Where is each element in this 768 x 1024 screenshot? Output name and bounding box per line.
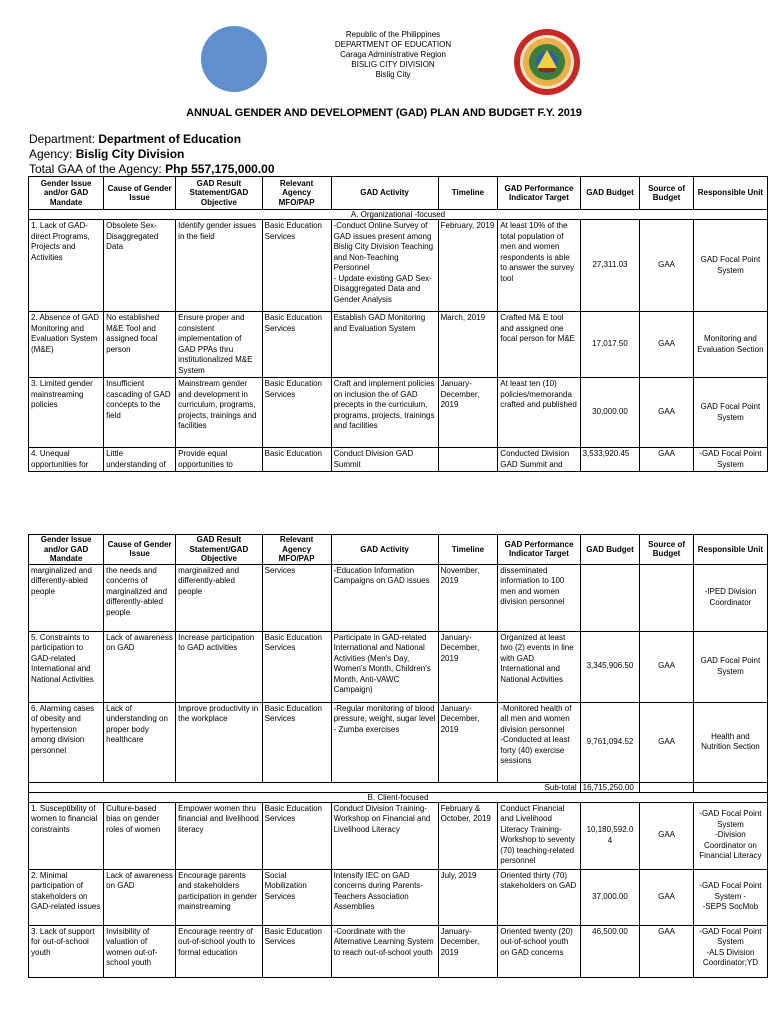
timeline-cell: February, 2019 <box>438 220 498 312</box>
column-header: Responsible Unit <box>693 177 767 210</box>
unit-cell: Health and Nutrition Section <box>693 702 767 782</box>
table-header-row <box>29 535 768 565</box>
cause-cell: Culture-based bias on gender roles of women <box>104 802 176 869</box>
gender-issue-cell: 2. Absence of GAD Monitoring and Evaluation System (M&E) <box>29 312 104 378</box>
timeline-cell: November, 2019 <box>438 564 498 631</box>
source-cell: GAA <box>640 802 694 869</box>
budget-cell: 3,345,906.50 <box>580 631 640 702</box>
budget-cell: 3,533,920.45 <box>580 448 640 472</box>
objective-cell: Mainstream gender and development in curriculum, programs, projects, trainings and facilities <box>176 378 262 448</box>
objective-cell: Ensure proper and consistent implementation of GAD PPAs thru institutionalized M&E System <box>176 312 262 378</box>
unit-cell: -GAD Focal Point System <box>693 448 767 472</box>
gaa-label: Total GAA of the Agency: <box>29 162 166 176</box>
subtotal-empty-cell <box>693 782 767 792</box>
gender-issue-cell: 2. Minimal participation of stakeholders on GAD-related issues <box>29 869 104 925</box>
source-cell: GAA <box>640 448 694 472</box>
source-cell <box>640 564 694 631</box>
objective-cell: Increase participation to GAD activities <box>176 631 262 702</box>
gender-issue-cell: 1. Susceptibility of women to financial constraints <box>29 802 104 869</box>
target-cell: Oriented twenty (20) out-of-school youth on GAD concerns <box>498 925 580 977</box>
activity-cell: Conduct Division GAD Summit <box>331 448 438 472</box>
gender-issue-cell: 6. Alarming cases of obesity and hypertension among division personnel <box>29 702 104 782</box>
timeline-cell: July, 2019 <box>438 869 498 925</box>
activity-cell: -Coordinate with the Alternative Learning System to reach out-of-school youth <box>331 925 438 977</box>
unit-cell: -GAD Focal Point System - -SEPS SocMob <box>693 869 767 925</box>
gender-issue-cell: 3. Limited gender mainstreaming policies <box>29 378 104 448</box>
agency-line <box>29 147 184 161</box>
column-header: Gender Issue and/or GAD Mandate <box>29 535 104 565</box>
mfo-cell: Basic Education Services <box>262 378 331 448</box>
gender-issue-cell: marginalized and differently-abled people <box>29 564 104 631</box>
gad-plan-table-page2 <box>28 534 768 978</box>
mfo-cell: Basic Education Services <box>262 631 331 702</box>
mfo-cell: Basic Education Services <box>262 925 331 977</box>
table-row <box>29 631 768 702</box>
target-cell: Crafted M& E tool and assigned one focal person for M&E <box>498 312 580 378</box>
source-cell: GAA <box>640 869 694 925</box>
target-cell: Conduct Financial and Livelihood Literacy Training-Workshop to seventy (70) teaching-related personnel <box>498 802 580 869</box>
budget-cell: 9,761,094.52 <box>580 702 640 782</box>
gender-issue-cell: 1. Lack of GAD-direct Programs, Projects and Activities <box>29 220 104 312</box>
cause-cell: Insufficient cascading of GAD concepts to the field <box>104 378 176 448</box>
activity-cell: Establish GAD Monitoring and Evaluation System <box>331 312 438 378</box>
objective-cell: marginalized and differently-abled people <box>176 564 262 631</box>
letterhead-line: Bislig City <box>375 70 411 79</box>
section-label-organizational: A. Organizational -focused <box>29 210 768 220</box>
budget-cell: 30,000.00 <box>580 378 640 448</box>
letterhead-line: BISLIG CITY DIVISION <box>351 60 435 69</box>
unit-cell: GAD Focal Point System <box>693 378 767 448</box>
target-cell: -Monitored health of all men and women division personnel -Conducted at least forty (40) exercise sessions <box>498 702 580 782</box>
unit-cell: Monitoring and Evaluation Section <box>693 312 767 378</box>
target-cell: At least ten (10) policies/memoranda crafted and published <box>498 378 580 448</box>
subtotal-empty-cell <box>640 782 694 792</box>
subtotal-label: Sub-total <box>29 782 581 792</box>
gad-plan-table-page1 <box>28 176 768 472</box>
table-row <box>29 220 768 312</box>
section-row <box>29 210 768 220</box>
column-header: Cause of Gender Issue <box>104 177 176 210</box>
table-header-row <box>29 177 768 210</box>
department-line <box>29 132 241 146</box>
gender-issue-cell: 4. Unequal opportunities for <box>29 448 104 472</box>
letterhead-line: DEPARTMENT OF EDUCATION <box>334 40 452 49</box>
budget-cell: 10,180,592.0 4 <box>580 802 640 869</box>
subtotal-value: 16,715,250.00 <box>580 782 640 792</box>
table-row <box>29 448 768 472</box>
activity-cell: -Education Information Campaigns on GAD issues <box>331 564 438 631</box>
department-label: Department: <box>29 132 99 146</box>
column-header: Timeline <box>438 177 498 210</box>
column-header: Relevant Agency MFO/PAP <box>262 535 331 565</box>
gender-issue-cell: 5. Constraints to participation to GAD-related International and National Activities <box>29 631 104 702</box>
timeline-cell: February & October, 2019 <box>438 802 498 869</box>
activity-cell: Craft and implement policies on inclusion the of GAD precepts in the curriculum, programs, projects, trainings and facilities <box>331 378 438 448</box>
objective-cell: Provide equal opportunities to <box>176 448 262 472</box>
source-cell: GAA <box>640 378 694 448</box>
document-title: ANNUAL GENDER AND DEVELOPMENT (GAD) PLAN AND BUDGET F.Y. 2019 <box>186 107 582 119</box>
column-header: Responsible Unit <box>693 535 767 565</box>
mfo-cell: Social Mobilization Services <box>262 869 331 925</box>
unit-cell: -GAD Focal Point System -Division Coordinator on Financial Literacy <box>693 802 767 869</box>
source-cell: GAA <box>640 312 694 378</box>
source-cell: GAA <box>640 702 694 782</box>
mfo-cell: Basic Education Services <box>262 702 331 782</box>
target-cell: Oriented thirty (70) stakeholders on GAD <box>498 869 580 925</box>
column-header: Source of Budget <box>640 177 694 210</box>
target-cell: At least 10% of the total population of men and women respondents is able to answer the survey tool <box>498 220 580 312</box>
column-header: GAD Activity <box>331 535 438 565</box>
column-header: Timeline <box>438 535 498 565</box>
timeline-cell: January-December, 2019 <box>438 631 498 702</box>
timeline-cell: January-December, 2019 <box>438 925 498 977</box>
target-cell: Organized at least two (2) events in line with GAD International and National Activities <box>498 631 580 702</box>
cause-cell: No established M&E Tool and assigned focal person <box>104 312 176 378</box>
timeline-cell: January-December, 2019 <box>438 702 498 782</box>
activity-cell: Conduct Division Training-Workshop on Financial and Livelihood Literacy <box>331 802 438 869</box>
mfo-cell: Basic Education Services <box>262 802 331 869</box>
agency-value: Bislig City Division <box>75 147 185 161</box>
unit-cell: -GAD Focal Point System -ALS Division Coordinator;YD <box>693 925 767 977</box>
cause-cell: Little understanding of <box>104 448 176 472</box>
activity-cell: Participate in GAD-related International and National Activities (Men's Day, Women's Month, Children's Month, Anti-VAWC Campaign) <box>331 631 438 702</box>
budget-cell: 46,500.00 <box>580 925 640 977</box>
source-cell: GAA <box>640 220 694 312</box>
source-cell: GAA <box>640 631 694 702</box>
budget-cell: 17,017.50 <box>580 312 640 378</box>
section-row <box>29 792 768 802</box>
cause-cell: Obsolete Sex-Disaggregated Data <box>104 220 176 312</box>
column-header: GAD Result Statement/GAD Objective <box>176 177 262 210</box>
division-seal-icon <box>513 28 581 96</box>
table-row <box>29 378 768 448</box>
department-value: Department of Education <box>98 132 242 146</box>
table-row <box>29 925 768 977</box>
source-cell: GAA <box>640 925 694 977</box>
objective-cell: Identify gender issues in the field <box>176 220 262 312</box>
letterhead-line: Republic of the Philippines <box>345 30 441 39</box>
subtotal-row <box>29 782 768 792</box>
mfo-cell: Basic Education Services <box>262 220 331 312</box>
timeline-cell: March, 2019 <box>438 312 498 378</box>
table-row <box>29 802 768 869</box>
objective-cell: Improve productivity in the workplace <box>176 702 262 782</box>
unit-cell: GAD Focal Point System <box>693 631 767 702</box>
activity-cell: Intensify IEC on GAD concerns during Parents-Teachers Association Assemblies <box>331 869 438 925</box>
section-label-client: B. Client-focused <box>29 792 768 802</box>
mfo-cell: Services <box>262 564 331 631</box>
mfo-cell: Basic Education <box>262 448 331 472</box>
cause-cell: the needs and concerns of marginalized and differently-abled people <box>104 564 176 631</box>
budget-cell <box>580 564 640 631</box>
column-header: GAD Performance Indicator Target <box>498 177 580 210</box>
table-row <box>29 564 768 631</box>
budget-cell: 27,311.03 <box>580 220 640 312</box>
cause-cell: Lack of awareness on GAD <box>104 631 176 702</box>
timeline-cell <box>438 448 498 472</box>
column-header: Relevant Agency MFO/PAP <box>262 177 331 210</box>
budget-cell: 37,000.00 <box>580 869 640 925</box>
gaa-value: Php 557,175,000.00 <box>165 162 275 176</box>
column-header: GAD Performance Indicator Target <box>498 535 580 565</box>
objective-cell: Empower women thru financial and livelihood literacy <box>176 802 262 869</box>
objective-cell: Encourage parents and stakeholders participation in gender mainstreaming <box>176 869 262 925</box>
mfo-cell: Basic Education Services <box>262 312 331 378</box>
gender-issue-cell: 3. Lack of support for out-of-school youth <box>29 925 104 977</box>
table-row <box>29 702 768 782</box>
deped-seal-icon <box>201 26 267 92</box>
column-header: GAD Activity <box>331 177 438 210</box>
target-cell: Conducted Division GAD Summit and <box>498 448 580 472</box>
table-row <box>29 312 768 378</box>
column-header: Cause of Gender Issue <box>104 535 176 565</box>
activity-cell: -Conduct Online Survey of GAD issues present among Bislig City Division Teaching and Non-Teaching Personnel - Update existing GAD Sex- Disaggregated Data and Gender Analysis <box>331 220 438 312</box>
unit-cell: -IPED Division Coordinator <box>693 564 767 631</box>
objective-cell: Encourage reentry of out-of-school youth to formal education <box>176 925 262 977</box>
letterhead-line: Caraga Administrative Region <box>340 50 446 59</box>
column-header: Gender Issue and/or GAD Mandate <box>29 177 104 210</box>
letterhead <box>300 30 486 80</box>
cause-cell: Lack of understanding on proper body healthcare <box>104 702 176 782</box>
cause-cell: Lack of awareness on GAD <box>104 869 176 925</box>
table-row <box>29 869 768 925</box>
activity-cell: -Regular monitoring of blood pressure, weight, sugar level - Zumba exercises <box>331 702 438 782</box>
cause-cell: Invisibility of valuation of women out-of-school youth <box>104 925 176 977</box>
agency-label: Agency: <box>29 147 76 161</box>
column-header: GAD Budget <box>580 535 640 565</box>
gaa-line <box>29 162 275 176</box>
column-header: GAD Budget <box>580 177 640 210</box>
timeline-cell: January-December, 2019 <box>438 378 498 448</box>
target-cell: disseminated information to 100 men and women division personnel <box>498 564 580 631</box>
unit-cell: GAD Focal Point System <box>693 220 767 312</box>
column-header: GAD Result Statement/GAD Objective <box>176 535 262 565</box>
column-header: Source of Budget <box>640 535 694 565</box>
